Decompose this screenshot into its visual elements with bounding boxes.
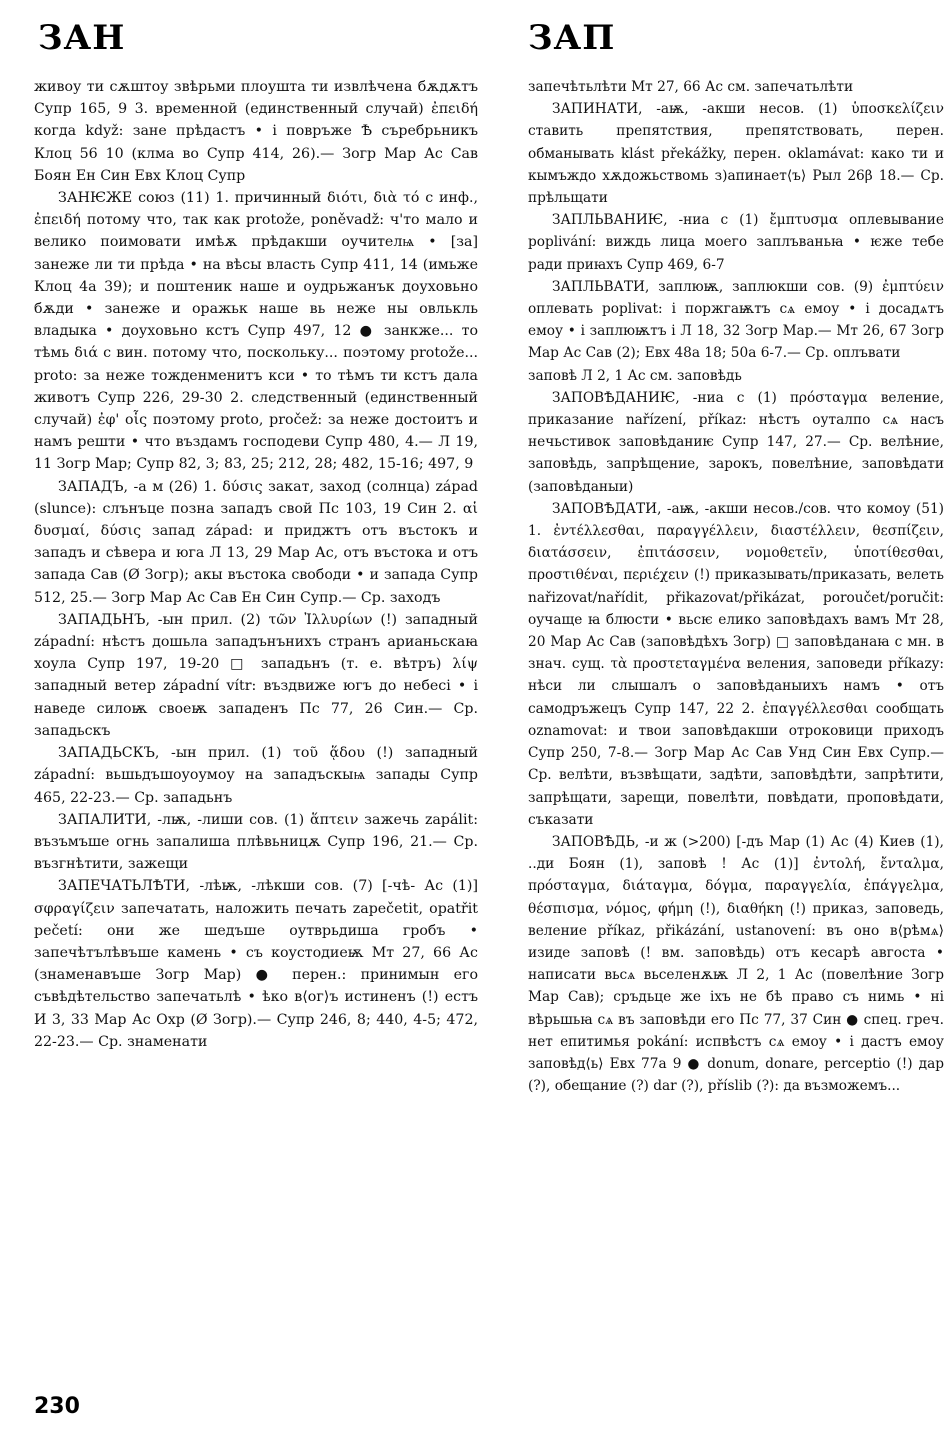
- page-number: 230: [34, 1394, 80, 1419]
- cross-reference-zapove: заповѣ Л 2, 1 Ас см. заповѣдь: [528, 367, 742, 384]
- dictionary-entry-zaplvati: ЗАПЛЬВАТИ, заплюѭ, заплюкши сов. (9) ἐμπτύειν оплевать poplivat: і поржгаѭтъ сѧ емоу • і досадѧтъ емоу • і заплюѭтъ і Л 18, 32 Зогр Мар.— Мт 26, 67 Зогр Мар Ас Сав (2); Евх 48а 18; 50а 6-7.— Ср. оплъвати: [528, 278, 944, 362]
- dictionary-entry-zapechatleti: ЗАПЕЧАТЬЛѢТИ, -лѣѭ, -лѣкши сов. (7) [-чѣ- Ас (1)] σφραγίζειν запечатать, наложить печать zapečetit, opatřit pečetí: они же шедъше оутврьдиша гробъ • запечѣтълѣвъше камень • съ коустодиеѭ Мт 27, 66 Ас (знаменавъше Зогр Мар) ● перен.: принимын его съвѣдѣтельство запечатьлѣ • ѣко в⟨ог⟩ъ истиненъ (!) естъ И 3, 33 Мар Ас Охр (Ø Зогр).— Супр 246, 8; 440, 4-5; 472, 22-23.— Ср. знаменати: [34, 878, 478, 1050]
- left-column: [34, 76, 478, 1053]
- dictionary-entry-zapadsk: ЗАПАДЬСКЪ, -ын прил. (1) τοῦ ᾅδου (!) западный západní: вьшьдъшоуоумоу на западъскыѩ запады Супр 465, 22-23.— Ср. западьнъ: [34, 745, 478, 806]
- dictionary-entry-zapaliti: ЗАПАЛИТИ, -лѭ, -лиши сов. (1) ἅπτειν зажечь zapálit: възъмъше огнь запалиша плѣвьницѫ Супр 196, 21.— Ср. възгнѣтити, зажещи: [34, 811, 478, 873]
- dictionary-entry-continuation: живоу ти сѫштоу звѣрьми плоушта ти извлѣчена бѫдѫтъ Супр 165, 9 3. временной (единственный случай) ἐπειδή когда když: зане прѣдастъ • і повръже Ѣ съребрьникъ Клоц 56 10 (клма во Супр 414, 26).— Зогр Мар Ас Сав Боян Ен Син Евх Клоц Супр: [34, 79, 478, 184]
- dictionary-entry-zapovedanie: ЗАПОВѢДАНИѤ, -ниа с (1) πρόσταγμα веление, приказание nařízení, příkaz: нѣстъ оуталпо сѧ насъ нечьстивок заповѣданиѥ Супр 147, 27.— Ср. велѣние, заповѣдь, запрѣщение, зарокъ, повелѣние, заповѣдати (заповѣданыи): [528, 389, 944, 495]
- running-head-right: ЗАП: [528, 18, 616, 58]
- dictionary-entry-zapoved: ЗАПОВѢДЬ, -и ж (>200) [-дъ Мар (1) Ас (4) Киев (1), ..ди Боян (1), заповѣ ! Ас (1)] ἐντολή, ἔνταλμα, πρόσταγμα, διάταγμα, δόγμα, παραγγελία, ἐπάγγελμα, θέσπισμα, νόμος, φήμη (!), διαθήκη (!) приказ, заповедь, веление příkaz, přikázání, ustanovení: въ оно в⟨рѣмѧ⟩ изиде заповѣ (! вм. заповѣдь) отъ кесарѣ авгоста • написати вьсѧ вьселенѫѭ Л 2, 1 Ас (повелѣние Зогр Мар Сав); сръдьце же іхъ не бѣ право съ нимь • ні вѣрьшьꙗ сѧ въ заповѣди его Пс 77, 37 Син ● спец. греч. нет епитимья pokání: испвѣстъ сѧ емоу • і дастъ емоу заповѣд⟨ь⟩ Евх 77а 9 ● donum, donare, perceptio (!) дар (?), обещание (?) dar (?), příslib (?): да възможемъ...: [528, 833, 944, 1095]
- dictionary-entry-zaplvanie: ЗАПЛЬВАНИѤ, -ниа с (1) ἔμπτυσμα оплевывание poplivání: виждь лица моего заплъваньꙗ • ѥже тебе ради приꙗхъ Супр 469, 6-7: [528, 212, 944, 273]
- dictionary-entry-zapinati: ЗАПИНАТИ, -аѭ, -акши несов. (1) ὑποσκελίζειν ставить препятствия, препятствовать, перен. обманывать klást překážky, перен. oklamávat: како ти и кымъждо хѫдожьствомь з)апинает⟨ъ⟩ Рыл 26β 18.— Ср. прѣльщати: [528, 101, 944, 207]
- dictionary-entry-zanezhe: ЗАНѤЖЕ союз (11) 1. причинный διότι, διὰ τό с инф., ἐπειδή потому что, так как protože, poněvadž: ч'то мало и велико поимовати имѣѫ прѣдакши оучителѩ • [за] занеже ли ти прѣда • на вѣсы власть Супр 411, 14 (имьже Клоц 4а 39); и поштеник наше и оудрьжанък доуховьно бѫди • занеже и оражьк наше вь неже ны овлькль владыка • доуховьно кстъ Супр 497, 12 ● занкже... то тѣмь διά с вин. потому что, поскольку... поэтому protože... proto: за неже тожденменитъ кси • то тѣмъ ти кстъ дала животъ Супр 226, 29-30 2. следственный (единственный случай) ἐφ' οἷς поэтому proto, pročež: за неже достоитъ и намъ решти • что въздамъ господеви Супр 480, 4.— Л 19, 11 Зогр Мар; Супр 82, 3; 83, 25; 212, 28; 482, 15-16; 497, 9: [34, 190, 478, 473]
- cross-reference-zapechetleti: запечѣтьлѣти Мт 27, 66 Ас см. запечатьлѣти: [528, 79, 854, 95]
- dictionary-entry-zapad: ЗАПАДЪ, -а м (26) 1. δύσις закат, заход (солнца) západ (slunce): слънъце позна западъ свой Пс 103, 19 Син 2. αἱ δυσμαί, δύσις запад západ: и приджтъ отъ въстокъ и западъ и сѣвера и юга Л 13, 29 Мар Ас, отъ въстока и отъ запада Сав (Ø Зогр); акы въстока свободи • и запада Супр 512, 25.— Зогр Мар Ас Сав Ен Син Супр.— Ср. заходъ: [34, 478, 478, 606]
- right-column: [528, 76, 944, 1097]
- dictionary-entry-zapadn: ЗАПАДЬНЪ, -ын прил. (2) τῶν Ἰλλυρίων (!) западный západní: нѣстъ дошьла западънънихъ странъ арианьскаꙗ хоула Супр 197, 19-20 □ западьнъ (т. е. вѣтръ) λίψ западный ветер západní vítr: въздвиже югъ до небесі • і наведе силоѭ своеѭ западенъ Пс 77, 26 Син.— Ср. западьскъ: [34, 611, 478, 739]
- running-head-left: ЗАН: [38, 18, 126, 58]
- dictionary-entry-zapovedati: ЗАПОВѢДАТИ, -аѭ, -акши несов./сов. что комоу (51) 1. ἐντέλλεσθαι, παραγγέλλειν, διαστέλλειν, θεσπίζειν, διατάσσειν, ἐπιτάσσειν, νομοθετεῖν, ὑποτίθεσθαι, προστιθέναι, περιέχειν (!) приказывать/приказать, велеть nařizovat/nařídit, přikazovat/přikázat, poroučet/poručit: оучаще ꙗ блюсти • вьсѥ елико заповѣдахъ вамъ Мт 28, 20 Мар Ас Сав (заповѣдѣхъ Зогр) □ заповѣданаꙗ с мн. в знач. сущ. τὰ προστεταγμένα веления, заповеди příkazy: нѣси ли слышалъ о заповѣданыихъ намъ • отъ самодръжецъ Супр 147, 22 2. ἐπαγγέλλεσθαι сообщать oznamovat: и твои заповѣдакши отроковици приходъ Супр 250, 7-8.— Зогр Мар Ас Сав Унд Син Евх Супр.— Ср. велѣти, възвѣщати, задѣти, заповѣдѣти, запрѣтити, запрѣщати, зарещи, повелѣти, повѣдати, проповѣдати, съказати: [528, 500, 944, 828]
